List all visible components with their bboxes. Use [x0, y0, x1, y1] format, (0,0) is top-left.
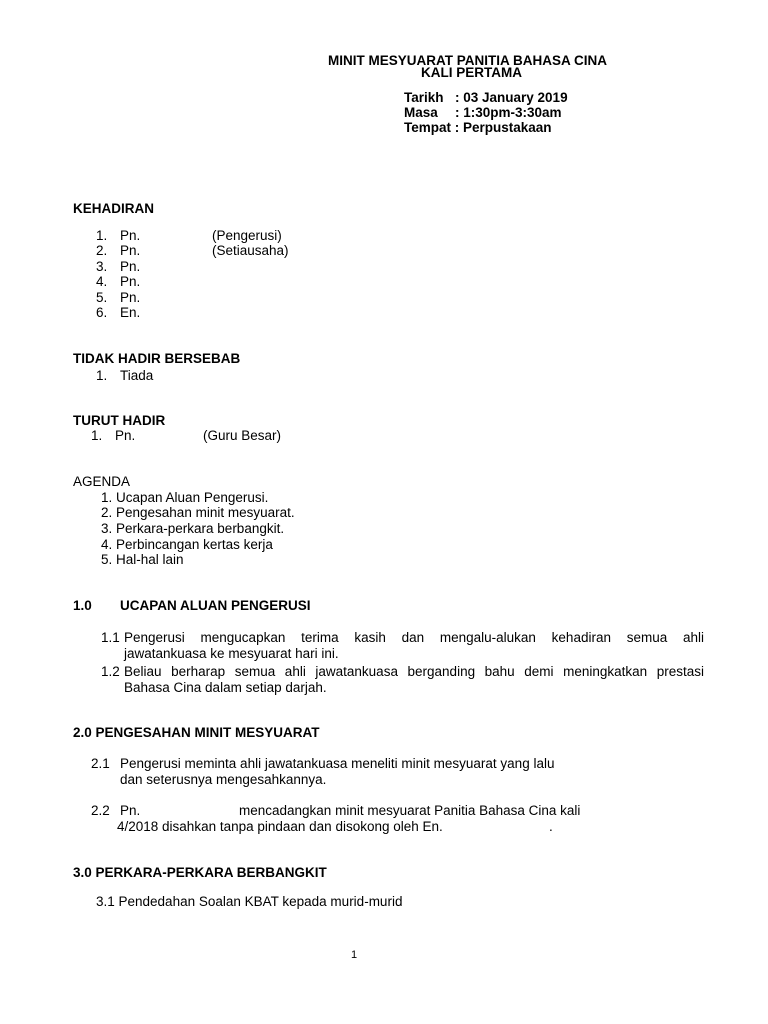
paragraph-2-1-line1: Pengerusi meminta ahli jawatankuasa meneliti minit mesyuarat yang lalu [120, 756, 555, 771]
paragraph-1-1-line2: jawatankuasa ke mesyuarat hari ini. [124, 646, 339, 661]
tidak-hadir-heading: TIDAK HADIR BERSEBAB [73, 351, 241, 366]
list-item-number: 1. [96, 368, 108, 383]
list-item-role: (Pengerusi) [212, 228, 282, 243]
agenda-item: 5. Hal-hal lain [101, 552, 184, 567]
list-item-title: Pn. [120, 274, 141, 289]
list-item-number: 1. [91, 428, 103, 443]
section-2-heading: 2.0 PENGESAHAN MINIT MESYUARAT [73, 725, 320, 740]
paragraph-2-2-end: . [549, 819, 553, 834]
paragraph-number: 1.2 [101, 664, 120, 679]
masa-label: Masa [404, 105, 438, 120]
paragraph-number: 2.1 [91, 756, 110, 771]
list-item-number: 1. [96, 228, 108, 243]
page-number: 1 [351, 949, 358, 961]
section-3-heading: 3.0 PERKARA-PERKARA BERBANGKIT [73, 865, 327, 880]
tidak-hadir-text: Tiada [120, 368, 154, 383]
paragraph-1-1-line1: Pengerusi mengucapkan terima kasih dan mengalu-alukan kehadiran semua ahli [124, 630, 704, 645]
agenda-item: 4. Perbincangan kertas kerja [101, 537, 273, 552]
list-item-title: Pn. [120, 228, 141, 243]
document-title: MINIT MESYUARAT PANITIA BAHASA CINA [328, 53, 607, 68]
paragraph-1-2-line1: Beliau berharap semua ahli jawatankuasa berganding bahu demi meningkatkan prestasi [124, 664, 704, 679]
agenda-item: 1. Ucapan Aluan Pengerusi. [101, 490, 269, 505]
paragraph-1-2-line2: Bahasa Cina dalam setiap darjah. [124, 680, 327, 695]
agenda-item: 2. Pengesahan minit mesyuarat. [101, 505, 295, 520]
list-item-title: Pn. [120, 259, 141, 274]
kehadiran-heading: KEHADIRAN [73, 201, 154, 216]
paragraph-number: 2.2 [91, 803, 110, 818]
list-item-number: 4. [96, 274, 108, 289]
paragraph-2-2-line1: mencadangkan minit mesyuarat Panitia Bahasa Cina kali [239, 803, 581, 818]
paragraph-3-1: 3.1 Pendedahan Soalan KBAT kepada murid-murid [96, 894, 403, 909]
list-item-role: (Setiausaha) [212, 243, 289, 258]
turut-hadir-role: (Guru Besar) [203, 428, 282, 443]
paragraph-number: 1.1 [101, 630, 120, 645]
masa-value: : 1:30pm-3:30am [455, 105, 562, 120]
section-1-heading: UCAPAN ALUAN PENGERUSI [120, 598, 311, 613]
section-1-number: 1.0 [73, 598, 92, 613]
paragraph-2-2-line2: 4/2018 disahkan tanpa pindaan dan disokong oleh En. [117, 819, 443, 834]
list-item-title: Pn. [120, 290, 141, 305]
tarikh-label: Tarikh [404, 90, 444, 105]
list-item-number: 2. [96, 243, 108, 258]
tempat-line: Tempat : Perpustakaan [404, 120, 552, 135]
list-item-number: 6. [96, 305, 108, 320]
paragraph-2-1-line2: dan seterusnya mengesahkannya. [120, 772, 327, 787]
tarikh-value: : 03 January 2019 [455, 90, 568, 105]
list-item-title: En. [120, 305, 141, 320]
agenda-item: 3. Perkara-perkara berbangkit. [101, 521, 285, 536]
paragraph-2-2-title: Pn. [120, 803, 141, 818]
document-subtitle: KALI PERTAMA [421, 65, 522, 80]
list-item-number: 5. [96, 290, 108, 305]
list-item-title: Pn. [120, 243, 141, 258]
turut-hadir-heading: TURUT HADIR [73, 413, 166, 428]
list-item-number: 3. [96, 259, 108, 274]
agenda-heading: AGENDA [73, 474, 131, 489]
turut-hadir-title: Pn. [115, 428, 136, 443]
